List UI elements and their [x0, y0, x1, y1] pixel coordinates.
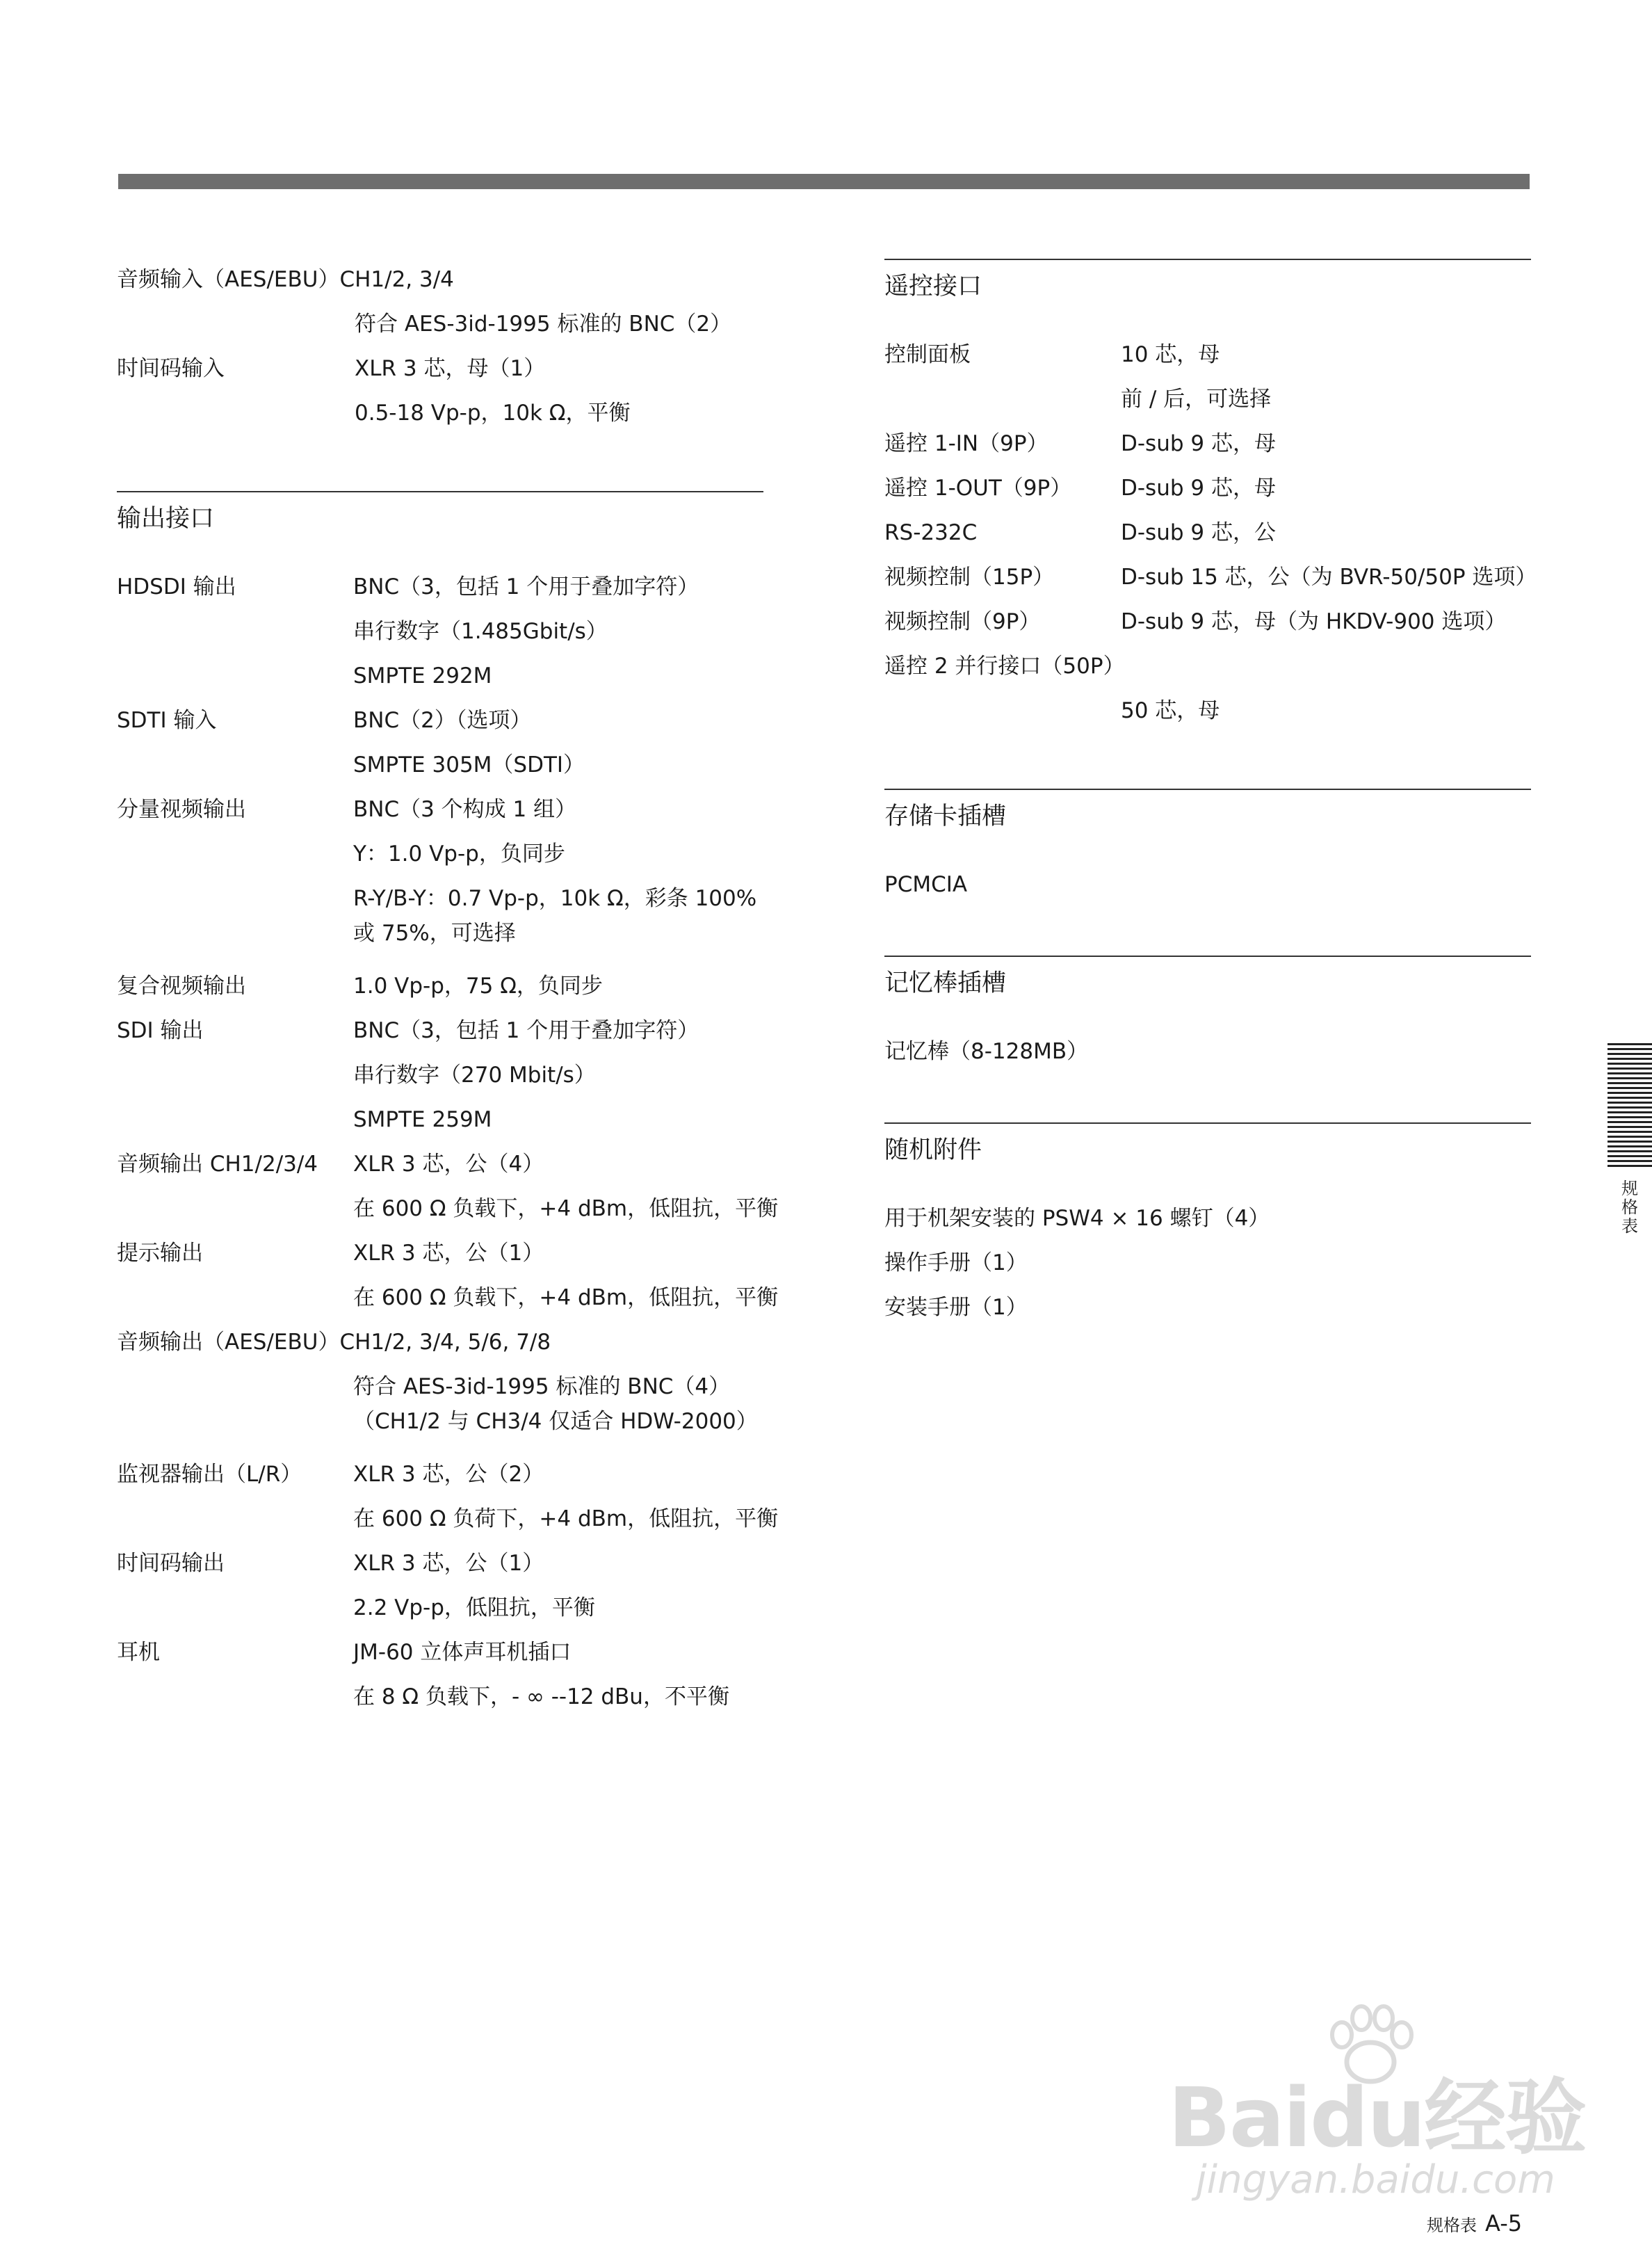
audio-timecode-input-spec	[117, 257, 763, 435]
memory-stick-section	[884, 956, 1531, 1074]
spec-row	[117, 1053, 763, 1097]
spec-row	[884, 332, 1531, 377]
spec-key: 遥控 1-OUT（9P）	[884, 476, 1072, 501]
spec-value: BNC（3，包括 1 个用于叠加字符）	[353, 574, 699, 599]
spec-row	[884, 644, 1531, 688]
spec-value: 在 600 Ω 负载下，+4 dBm，低阻抗，平衡	[353, 1196, 779, 1221]
spec-value: 串行数字（270 Mbit/s）	[353, 1063, 596, 1088]
spec-value: BNC（3 个构成 1 组）	[353, 797, 577, 822]
spec-key: 音频输出（AES/EBU）CH1/2, 3/4, 5/6, 7/8	[117, 1330, 551, 1355]
spec-key: 遥控 2 并行接口（50P）	[884, 654, 1125, 679]
spec-row	[884, 688, 1531, 733]
spec-value: XLR 3 芯，母（1）	[355, 356, 546, 381]
spec-value: D-sub 9 芯，母	[1121, 431, 1276, 456]
spec-value: XLR 3 芯，公（1）	[353, 1551, 544, 1576]
spec-value: 串行数字（1.485Gbit/s）	[353, 619, 608, 644]
spec-value-line: （CH1/2 与 CH3/4 仅适合 HDW-2000）	[353, 1409, 758, 1434]
section-title: 输出接口	[117, 505, 215, 533]
page-footer	[1427, 2210, 1522, 2237]
spec-key: SDTI 输入	[117, 708, 217, 733]
spec-row	[117, 1675, 763, 1719]
spec-key: 遥控 1-IN（9P）	[884, 431, 1048, 456]
section-title: 记忆棒插槽	[884, 969, 1007, 997]
thumb-index-lines	[1608, 1043, 1652, 1167]
section-title: 随机附件	[884, 1136, 982, 1164]
thumb-char: 表	[1621, 1216, 1638, 1236]
thumb-char: 规	[1621, 1179, 1638, 1198]
output-section	[117, 491, 779, 1719]
spec-value: SMPTE 259M	[353, 1107, 492, 1132]
section-rule	[884, 1122, 1531, 1124]
spec-row	[117, 1008, 763, 1053]
spec-value: 在 8 Ω 负载下，- ∞ --12 dBu，不平衡	[353, 1684, 729, 1709]
spec-key: 视频控制（15P）	[884, 565, 1055, 590]
spec-row	[117, 1142, 763, 1186]
spec-value: XLR 3 芯，公（1）	[353, 1241, 544, 1266]
section-rule	[884, 259, 1531, 260]
spec-value-line: 符合 AES-3id-1995 标准的 BNC（4）	[353, 1374, 731, 1399]
spec-row	[117, 1275, 779, 1320]
spec-value: D-sub 15 芯，公（为 BVR-50/50P 选项）	[1121, 565, 1537, 590]
spec-value: 2.2 Vp-p，低阻抗，平衡	[353, 1595, 595, 1620]
spec-item: PCMCIA	[884, 872, 968, 897]
spec-key: 视频控制（9P）	[884, 609, 1041, 634]
spec-row	[117, 391, 763, 435]
spec-value: JM-60 立体声耳机插口	[353, 1640, 572, 1665]
spec-value: 10 芯，母	[1121, 342, 1220, 367]
spec-row	[117, 609, 763, 654]
spec-row	[117, 346, 763, 391]
left-column	[117, 257, 779, 1719]
page-number: A-5	[1485, 2210, 1523, 2237]
spec-row	[117, 698, 763, 743]
spec-row	[884, 1285, 1531, 1330]
spec-row	[117, 1630, 763, 1675]
spec-row	[117, 743, 763, 787]
spec-key: 音频输入（AES/EBU）CH1/2, 3/4	[117, 267, 454, 292]
spec-value: BNC（3，包括 1 个用于叠加字符）	[353, 1018, 699, 1043]
spec-key: HDSDI 输出	[117, 574, 236, 599]
spec-key: 时间码输出	[117, 1551, 225, 1576]
spec-row	[117, 654, 763, 698]
spec-key: RS-232C	[884, 520, 978, 545]
spec-value-line: 或 75%，可选择	[353, 921, 516, 946]
spec-row	[884, 1196, 1531, 1241]
card-slot-section	[884, 789, 1531, 907]
spec-row	[117, 1097, 763, 1142]
spec-row	[884, 599, 1531, 644]
spec-key: 监视器输出（L/R）	[117, 1462, 302, 1487]
thumb-index-label	[1608, 1179, 1652, 1236]
spec-key: 复合视频输出	[117, 974, 246, 999]
spec-value: 50 芯，母	[1121, 698, 1220, 723]
spec-value: D-sub 9 芯，公	[1121, 520, 1276, 545]
spec-row	[117, 1364, 763, 1452]
accessory-item: 操作手册（1）	[884, 1250, 1028, 1275]
spec-row	[884, 555, 1537, 599]
accessory-item: 安装手册（1）	[884, 1295, 1028, 1320]
spec-row	[117, 787, 763, 832]
spec-row	[884, 377, 1531, 421]
thumb-char: 格	[1621, 1198, 1638, 1217]
spec-value-line: R-Y/B-Y：0.7 Vp-p，10k Ω，彩条 100%	[353, 886, 757, 911]
section-title: 遥控接口	[884, 273, 982, 300]
side-thumb-tab	[1608, 1043, 1652, 1236]
spec-value: 1.0 Vp-p，75 Ω，负同步	[353, 974, 603, 999]
spec-key: 时间码输入	[117, 356, 225, 381]
section-rule	[884, 956, 1531, 957]
spec-row	[117, 1231, 763, 1275]
spec-value: D-sub 9 芯，母（为 HKDV-900 选项）	[1121, 609, 1507, 634]
spec-value: SMPTE 292M	[353, 663, 492, 688]
spec-value: XLR 3 芯，公（2）	[353, 1462, 544, 1487]
output-spec-list	[117, 565, 779, 1719]
spec-row	[117, 964, 763, 1008]
header-rule	[118, 174, 1530, 189]
section-rule	[117, 491, 763, 492]
spec-value	[353, 1369, 758, 1439]
remote-section	[884, 259, 1537, 733]
accessory-item: 用于机架安装的 PSW4 × 16 螺钉（4）	[884, 1206, 1270, 1231]
spec-key: 分量视频输出	[117, 797, 246, 822]
baidu-watermark	[1168, 2003, 1586, 2211]
spec-row	[884, 1029, 1531, 1074]
spec-row	[117, 1586, 763, 1630]
spec-key: 控制面板	[884, 342, 971, 367]
spec-key: SDI 输出	[117, 1018, 204, 1043]
spec-row	[884, 1241, 1531, 1285]
spec-key: 提示输出	[117, 1241, 203, 1266]
spec-value: XLR 3 芯，公（4）	[353, 1152, 544, 1177]
spec-row	[117, 302, 763, 346]
spec-value: Y：1.0 Vp-p，负同步	[353, 841, 565, 867]
spec-value: SMPTE 305M（SDTI）	[353, 752, 585, 777]
spec-item: 记忆棒（8-128MB）	[884, 1039, 1089, 1064]
accessories-section	[884, 1122, 1531, 1330]
spec-row	[117, 876, 763, 964]
spec-row	[884, 421, 1531, 466]
spec-row	[117, 1541, 763, 1586]
spec-row	[117, 257, 763, 302]
spec-row	[884, 466, 1531, 510]
footer-label: 规格表	[1427, 2216, 1477, 2235]
spec-value: BNC（2）（选项）	[353, 708, 532, 733]
spec-row	[884, 862, 1531, 907]
spec-key: 耳机	[117, 1640, 160, 1665]
spec-value: 在 600 Ω 负载下，+4 dBm，低阻抗，平衡	[353, 1285, 779, 1310]
spec-row	[117, 565, 763, 609]
spec-row	[117, 1186, 779, 1231]
spec-row	[117, 1452, 763, 1497]
spec-row	[117, 1497, 779, 1541]
spec-value	[353, 881, 756, 951]
right-column	[884, 259, 1537, 1330]
section-rule	[884, 789, 1531, 790]
section-title: 存储卡插槽	[884, 803, 1007, 830]
spec-value: 符合 AES-3id-1995 标准的 BNC（2）	[355, 312, 732, 337]
spec-row	[884, 510, 1531, 555]
spec-value: 前 / 后，可选择	[1121, 387, 1272, 412]
watermark-brand: Baidu经验	[1168, 2070, 1586, 2166]
spec-key: 音频输出 CH1/2/3/4	[117, 1152, 318, 1177]
spec-value: D-sub 9 芯，母	[1121, 476, 1276, 501]
spec-value: 在 600 Ω 负荷下，+4 dBm，低阻抗，平衡	[353, 1506, 779, 1531]
spec-row	[117, 832, 763, 876]
watermark-url: jingyan.baidu.com	[1196, 2157, 1555, 2202]
spec-row	[117, 1320, 763, 1364]
spec-value: 0.5-18 Vp-p，10k Ω，平衡	[355, 401, 631, 426]
remote-spec-list	[884, 332, 1537, 733]
